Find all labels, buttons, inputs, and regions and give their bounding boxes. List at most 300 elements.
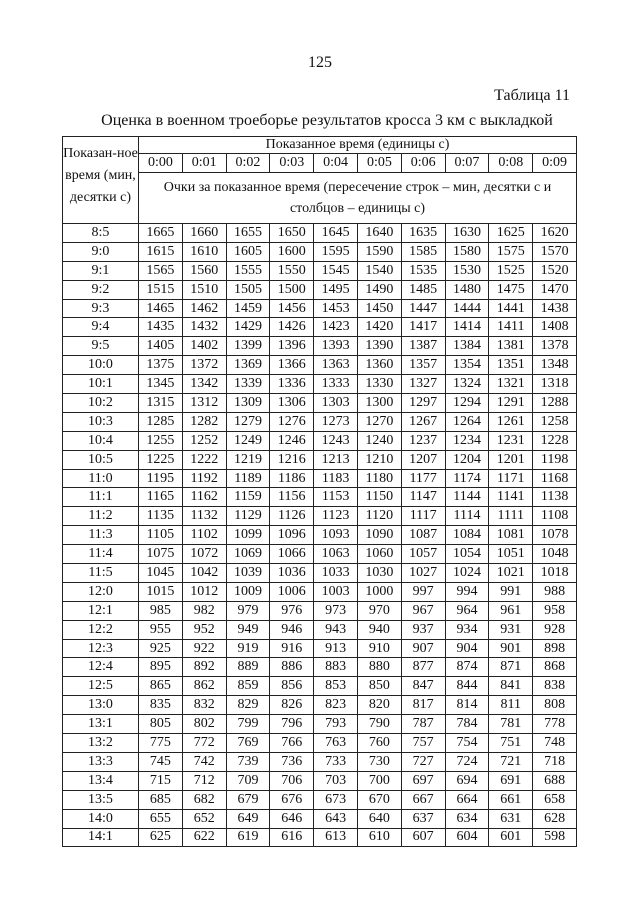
row-label-cell: 13:1: [63, 715, 139, 734]
unit-header-cell: 0:05: [357, 154, 401, 173]
score-cell: 901: [489, 639, 533, 658]
score-cell: 631: [489, 809, 533, 828]
score-cell: 1267: [401, 412, 445, 431]
row-label-cell: 14:1: [63, 828, 139, 847]
score-cell: 958: [533, 601, 577, 620]
score-cell: 763: [314, 734, 358, 753]
score-cell: 745: [139, 752, 183, 771]
score-cell: 1366: [270, 356, 314, 375]
score-cell: 1540: [357, 261, 401, 280]
score-cell: 1447: [401, 299, 445, 318]
row-label-cell: 13:3: [63, 752, 139, 771]
score-cell: 1306: [270, 394, 314, 413]
score-cell: 1429: [226, 318, 270, 337]
score-cell: 1144: [445, 488, 489, 507]
score-cell: 1012: [182, 582, 226, 601]
score-cell: 964: [445, 601, 489, 620]
score-table: [62, 136, 577, 847]
unit-header-cell: 0:09: [533, 154, 577, 173]
score-cell: 1396: [270, 337, 314, 356]
score-cell: 1126: [270, 507, 314, 526]
score-cell: 1075: [139, 545, 183, 564]
score-cell: 1138: [533, 488, 577, 507]
score-cell: 1258: [533, 412, 577, 431]
table-row: [63, 412, 577, 431]
row-label-cell: 12:1: [63, 601, 139, 620]
score-cell: 1450: [357, 299, 401, 318]
score-cell: 754: [445, 734, 489, 753]
score-cell: 1000: [357, 582, 401, 601]
score-cell: 1324: [445, 375, 489, 394]
row-label-cell: 8:5: [63, 224, 139, 243]
score-cell: 1480: [445, 280, 489, 299]
table-row: [63, 582, 577, 601]
row-label-cell: 11:3: [63, 526, 139, 545]
score-cell: 1270: [357, 412, 401, 431]
score-cell: 1570: [533, 242, 577, 261]
row-label-cell: 10:1: [63, 375, 139, 394]
score-cell: 613: [314, 828, 358, 847]
score-cell: 1405: [139, 337, 183, 356]
score-cell: 1201: [489, 450, 533, 469]
score-cell: 1015: [139, 582, 183, 601]
score-cell: 859: [226, 677, 270, 696]
table-row: [63, 375, 577, 394]
score-cell: 1282: [182, 412, 226, 431]
score-cell: 1231: [489, 431, 533, 450]
row-label-cell: 10:3: [63, 412, 139, 431]
score-cell: 934: [445, 620, 489, 639]
score-cell: 982: [182, 601, 226, 620]
score-cell: 793: [314, 715, 358, 734]
score-cell: 1159: [226, 488, 270, 507]
score-cell: 850: [357, 677, 401, 696]
score-cell: 1141: [489, 488, 533, 507]
score-cell: 976: [270, 601, 314, 620]
score-cell: 1189: [226, 469, 270, 488]
score-cell: 1423: [314, 318, 358, 337]
table-row: [63, 318, 577, 337]
row-label-cell: 13:2: [63, 734, 139, 753]
score-cell: 1036: [270, 564, 314, 583]
score-cell: 1183: [314, 469, 358, 488]
table-row: [63, 224, 577, 243]
score-cell: 1033: [314, 564, 358, 583]
score-cell: 1399: [226, 337, 270, 356]
score-cell: 1351: [489, 356, 533, 375]
score-cell: 697: [401, 771, 445, 790]
unit-header-cell: 0:04: [314, 154, 358, 173]
score-cell: 1174: [445, 469, 489, 488]
score-cell: 808: [533, 696, 577, 715]
score-cell: 1630: [445, 224, 489, 243]
score-cell: 1249: [226, 431, 270, 450]
score-cell: 1432: [182, 318, 226, 337]
score-cell: 1087: [401, 526, 445, 545]
score-cell: 1276: [270, 412, 314, 431]
score-cell: 646: [270, 809, 314, 828]
score-cell: 817: [401, 696, 445, 715]
unit-header-cell: 0:03: [270, 154, 314, 173]
score-cell: 928: [533, 620, 577, 639]
row-label-cell: 10:4: [63, 431, 139, 450]
score-cell: 844: [445, 677, 489, 696]
score-cell: 1321: [489, 375, 533, 394]
score-cell: 1156: [270, 488, 314, 507]
score-cell: 883: [314, 658, 358, 677]
score-cell: 1129: [226, 507, 270, 526]
score-cell: 658: [533, 790, 577, 809]
score-cell: 679: [226, 790, 270, 809]
score-cell: 1315: [139, 394, 183, 413]
score-cell: 1363: [314, 356, 358, 375]
row-label-cell: 9:0: [63, 242, 139, 261]
score-cell: 973: [314, 601, 358, 620]
score-cell: 931: [489, 620, 533, 639]
score-cell: 1505: [226, 280, 270, 299]
row-label-cell: 13:4: [63, 771, 139, 790]
score-cell: 1336: [270, 375, 314, 394]
score-cell: 1048: [533, 545, 577, 564]
score-cell: 1411: [489, 318, 533, 337]
table-row: [63, 790, 577, 809]
score-cell: 1354: [445, 356, 489, 375]
row-label-cell: 13:5: [63, 790, 139, 809]
score-cell: 1465: [139, 299, 183, 318]
score-cell: 892: [182, 658, 226, 677]
score-cell: 673: [314, 790, 358, 809]
score-cell: 649: [226, 809, 270, 828]
score-cell: 1300: [357, 394, 401, 413]
score-cell: 913: [314, 639, 358, 658]
score-cell: 871: [489, 658, 533, 677]
score-cell: 1620: [533, 224, 577, 243]
score-cell: 940: [357, 620, 401, 639]
score-cell: 991: [489, 582, 533, 601]
score-cell: 661: [489, 790, 533, 809]
table-header: [63, 137, 577, 224]
score-cell: 1252: [182, 431, 226, 450]
score-cell: 1090: [357, 526, 401, 545]
score-cell: 1357: [401, 356, 445, 375]
score-cell: 667: [401, 790, 445, 809]
score-cell: 889: [226, 658, 270, 677]
score-cell: 1135: [139, 507, 183, 526]
score-cell: 853: [314, 677, 358, 696]
score-cell: 1595: [314, 242, 358, 261]
score-cell: 1610: [182, 242, 226, 261]
score-cell: 1520: [533, 261, 577, 280]
score-cell: 1330: [357, 375, 401, 394]
score-cell: 1264: [445, 412, 489, 431]
score-cell: 1291: [489, 394, 533, 413]
score-cell: 1213: [314, 450, 358, 469]
score-cell: 709: [226, 771, 270, 790]
score-cell: 841: [489, 677, 533, 696]
score-cell: 1240: [357, 431, 401, 450]
table-row: [63, 696, 577, 715]
score-cell: 856: [270, 677, 314, 696]
table-row: [63, 507, 577, 526]
score-cell: 1470: [533, 280, 577, 299]
score-cell: 1225: [139, 450, 183, 469]
table-label: Таблица 11: [494, 87, 570, 104]
score-cell: 724: [445, 752, 489, 771]
score-cell: 1348: [533, 356, 577, 375]
row-label-cell: 10:0: [63, 356, 139, 375]
score-cell: 925: [139, 639, 183, 658]
score-cell: 1180: [357, 469, 401, 488]
score-cell: 1435: [139, 318, 183, 337]
score-cell: 967: [401, 601, 445, 620]
score-cell: 1162: [182, 488, 226, 507]
score-cell: 1273: [314, 412, 358, 431]
score-cell: 1093: [314, 526, 358, 545]
score-cell: 880: [357, 658, 401, 677]
score-cell: 1168: [533, 469, 577, 488]
score-cell: 1660: [182, 224, 226, 243]
score-cell: 1132: [182, 507, 226, 526]
score-cell: 1510: [182, 280, 226, 299]
score-cell: 823: [314, 696, 358, 715]
score-cell: 1585: [401, 242, 445, 261]
table-body: [63, 224, 577, 847]
score-cell: 985: [139, 601, 183, 620]
score-cell: 1024: [445, 564, 489, 583]
unit-header-cell: 0:08: [489, 154, 533, 173]
score-cell: 1312: [182, 394, 226, 413]
table-row: [63, 299, 577, 318]
score-cell: 1261: [489, 412, 533, 431]
row-label-cell: 12:4: [63, 658, 139, 677]
table-row: [63, 394, 577, 413]
score-cell: 796: [270, 715, 314, 734]
score-cell: 847: [401, 677, 445, 696]
row-label-cell: 9:5: [63, 337, 139, 356]
score-cell: 1600: [270, 242, 314, 261]
table-row: [63, 356, 577, 375]
score-cell: 1360: [357, 356, 401, 375]
score-cell: 1550: [270, 261, 314, 280]
score-cell: 625: [139, 828, 183, 847]
score-cell: 1105: [139, 526, 183, 545]
score-cell: 1003: [314, 582, 358, 601]
score-cell: 1186: [270, 469, 314, 488]
score-cell: 970: [357, 601, 401, 620]
score-cell: 769: [226, 734, 270, 753]
score-cell: 634: [445, 809, 489, 828]
score-cell: 805: [139, 715, 183, 734]
score-cell: 598: [533, 828, 577, 847]
score-cell: 757: [401, 734, 445, 753]
score-cell: 1027: [401, 564, 445, 583]
score-cell: 643: [314, 809, 358, 828]
row-label-cell: 12:0: [63, 582, 139, 601]
score-cell: 1210: [357, 450, 401, 469]
score-cell: 1234: [445, 431, 489, 450]
score-cell: 1565: [139, 261, 183, 280]
score-cell: 1417: [401, 318, 445, 337]
score-cell: 829: [226, 696, 270, 715]
score-cell: 715: [139, 771, 183, 790]
score-cell: 1393: [314, 337, 358, 356]
score-cell: 1555: [226, 261, 270, 280]
score-cell: 1045: [139, 564, 183, 583]
score-cell: 937: [401, 620, 445, 639]
score-cell: 772: [182, 734, 226, 753]
score-cell: 1237: [401, 431, 445, 450]
table-row: [63, 564, 577, 583]
score-cell: 676: [270, 790, 314, 809]
score-cell: 1177: [401, 469, 445, 488]
score-cell: 739: [226, 752, 270, 771]
score-cell: 1117: [401, 507, 445, 526]
score-cell: 706: [270, 771, 314, 790]
score-cell: 1615: [139, 242, 183, 261]
page-number: 125: [308, 54, 332, 71]
score-cell: 688: [533, 771, 577, 790]
table-row: [63, 734, 577, 753]
score-cell: 1078: [533, 526, 577, 545]
score-cell: 1327: [401, 375, 445, 394]
column-header-cell: Показанное время (единицы с): [139, 137, 577, 154]
score-cell: 1063: [314, 545, 358, 564]
score-cell: 1057: [401, 545, 445, 564]
score-cell: 1099: [226, 526, 270, 545]
score-cell: 943: [314, 620, 358, 639]
table-title: Оценка в военном троеборье результатов кросса 3 км с выкладкой: [101, 112, 553, 129]
score-cell: 1303: [314, 394, 358, 413]
table-row: [63, 752, 577, 771]
score-cell: 1378: [533, 337, 577, 356]
score-cell: 1640: [357, 224, 401, 243]
score-cell: 607: [401, 828, 445, 847]
score-cell: 997: [401, 582, 445, 601]
score-cell: 1545: [314, 261, 358, 280]
score-cell: 670: [357, 790, 401, 809]
score-cell: 1525: [489, 261, 533, 280]
score-cell: 1535: [401, 261, 445, 280]
score-cell: 904: [445, 639, 489, 658]
score-cell: 898: [533, 639, 577, 658]
score-cell: 832: [182, 696, 226, 715]
score-cell: 1171: [489, 469, 533, 488]
table-row: [63, 280, 577, 299]
score-cell: 1246: [270, 431, 314, 450]
table-row: [63, 450, 577, 469]
score-cell: 760: [357, 734, 401, 753]
score-cell: 1375: [139, 356, 183, 375]
score-cell: 691: [489, 771, 533, 790]
score-cell: 1444: [445, 299, 489, 318]
table-row: [63, 337, 577, 356]
row-label-cell: 10:2: [63, 394, 139, 413]
score-cell: 961: [489, 601, 533, 620]
table-row: [63, 677, 577, 696]
units-row: [63, 154, 577, 173]
score-cell: 721: [489, 752, 533, 771]
score-cell: 1459: [226, 299, 270, 318]
table-row: [63, 601, 577, 620]
score-cell: 1426: [270, 318, 314, 337]
score-cell: 1102: [182, 526, 226, 545]
score-cell: 1243: [314, 431, 358, 450]
score-cell: 820: [357, 696, 401, 715]
row-label-cell: 13:0: [63, 696, 139, 715]
score-cell: 703: [314, 771, 358, 790]
score-cell: 616: [270, 828, 314, 847]
table-row: [63, 620, 577, 639]
score-cell: 610: [357, 828, 401, 847]
score-cell: 1219: [226, 450, 270, 469]
score-cell: 895: [139, 658, 183, 677]
score-cell: 1207: [401, 450, 445, 469]
score-cell: 922: [182, 639, 226, 658]
score-cell: 835: [139, 696, 183, 715]
row-label-cell: 12:3: [63, 639, 139, 658]
score-cell: 1530: [445, 261, 489, 280]
score-cell: 1339: [226, 375, 270, 394]
row-label-cell: 11:0: [63, 469, 139, 488]
score-cell: 1420: [357, 318, 401, 337]
score-cell: 1147: [401, 488, 445, 507]
score-cell: 1456: [270, 299, 314, 318]
score-cell: 1285: [139, 412, 183, 431]
score-cell: 838: [533, 677, 577, 696]
score-cell: 1309: [226, 394, 270, 413]
score-cell: 742: [182, 752, 226, 771]
score-cell: 1060: [357, 545, 401, 564]
score-cell: 811: [489, 696, 533, 715]
unit-header-cell: 0:00: [139, 154, 183, 173]
score-cell: 700: [357, 771, 401, 790]
row-header-cell: Показан-ное время (мин, десятки с): [63, 137, 139, 224]
score-cell: 1066: [270, 545, 314, 564]
row-label-cell: 9:1: [63, 261, 139, 280]
score-cell: 1625: [489, 224, 533, 243]
score-cell: 1111: [489, 507, 533, 526]
score-cell: 1123: [314, 507, 358, 526]
row-label-cell: 11:5: [63, 564, 139, 583]
score-cell: 1650: [270, 224, 314, 243]
score-cell: 1279: [226, 412, 270, 431]
score-cell: 775: [139, 734, 183, 753]
score-cell: 1042: [182, 564, 226, 583]
table-row: [63, 545, 577, 564]
score-cell: 1590: [357, 242, 401, 261]
score-cell: 877: [401, 658, 445, 677]
score-cell: 733: [314, 752, 358, 771]
score-cell: 1369: [226, 356, 270, 375]
score-cell: 1635: [401, 224, 445, 243]
score-cell: 1114: [445, 507, 489, 526]
score-cell: 916: [270, 639, 314, 658]
score-cell: 652: [182, 809, 226, 828]
score-cell: 1342: [182, 375, 226, 394]
score-cell: 682: [182, 790, 226, 809]
score-cell: 1081: [489, 526, 533, 545]
table-row: [63, 809, 577, 828]
score-cell: 1096: [270, 526, 314, 545]
score-cell: 1665: [139, 224, 183, 243]
description-cell: Очки за показанное время (пересечение строк – мин, десятки с и столбцов – единицы с): [139, 173, 577, 224]
score-cell: 1381: [489, 337, 533, 356]
score-cell: 1438: [533, 299, 577, 318]
score-cell: 766: [270, 734, 314, 753]
score-cell: 1462: [182, 299, 226, 318]
score-cell: 1605: [226, 242, 270, 261]
score-cell: 1453: [314, 299, 358, 318]
